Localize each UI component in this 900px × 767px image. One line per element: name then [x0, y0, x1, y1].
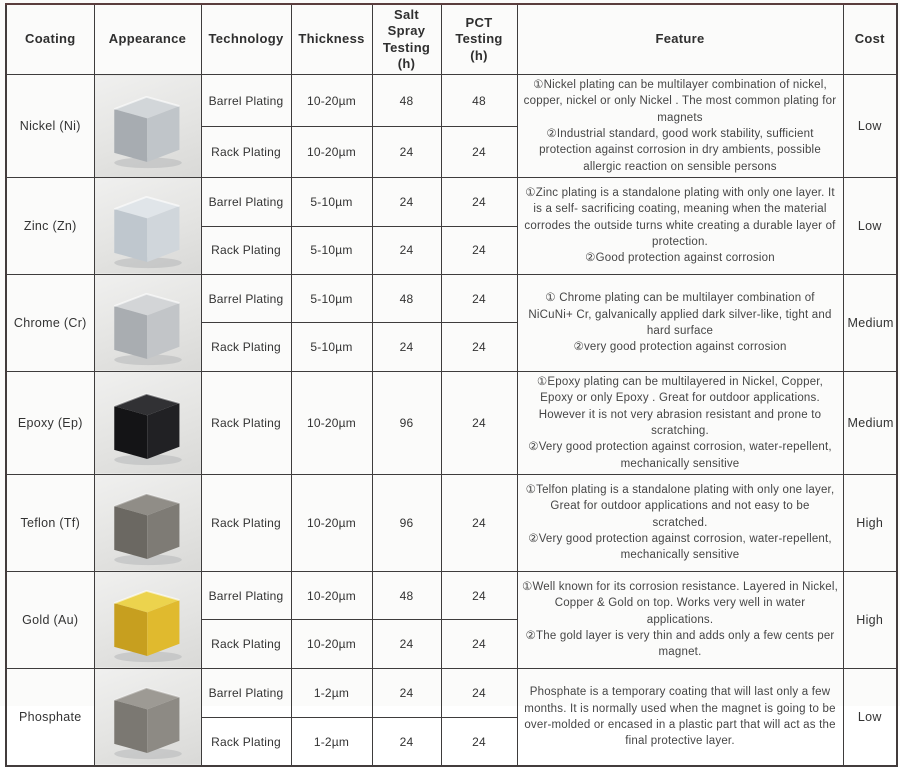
table-row — [6, 371, 897, 474]
row-group-epoxy — [6, 371, 897, 474]
feature-cell — [517, 474, 843, 571]
thickness-cell: 10-20µm — [291, 371, 372, 474]
header-salt-spray-testing: Salt Spray Testing (h) — [372, 4, 441, 75]
appearance-cell — [94, 571, 201, 668]
appearance-cell — [94, 371, 201, 474]
header-technology: Technology — [201, 4, 291, 75]
pct-value: 24 — [441, 177, 517, 226]
cost-cell: High — [843, 474, 897, 571]
pct-value: 24 — [441, 127, 517, 178]
pct-value: 24 — [441, 274, 517, 323]
salt-spray-value: 48 — [372, 274, 441, 323]
thickness-cell: 1-2µm — [291, 668, 372, 717]
feature-line: ①Well known for its corrosion resistance. Layered in Nickel, Copper & Gold on top. Works very well in water applications. — [521, 581, 839, 626]
cube-icon — [102, 180, 194, 272]
thickness-cell: 10-20µm — [291, 474, 372, 571]
row-group-chrome — [6, 274, 897, 371]
feature-cell — [517, 177, 843, 274]
appearance-cell — [94, 474, 201, 571]
coating-cell-epoxy: Epoxy (Ep) — [6, 371, 94, 474]
cube-icon — [102, 671, 194, 763]
thickness-cell: 1-2µm — [291, 718, 372, 766]
table-row — [6, 668, 897, 717]
appearance-cell — [94, 668, 201, 766]
salt-spray-value: 24 — [372, 227, 441, 275]
thickness-cell: 5-10µm — [291, 323, 372, 372]
coating-cell-chrome: Chrome (Cr) — [6, 274, 94, 371]
appearance-cell — [94, 274, 201, 371]
feature-line: ②Very good protection against corrosion, water-repellent, mechanically sensitive — [528, 533, 832, 562]
table-row — [6, 474, 897, 571]
pct-value: 24 — [441, 668, 517, 717]
thickness-cell: 10-20µm — [291, 620, 372, 669]
thickness-cell: 10-20µm — [291, 127, 372, 178]
cube-icon — [102, 477, 194, 569]
header-coating: Coating — [6, 4, 94, 75]
appearance-cell — [94, 75, 201, 178]
row-group-gold — [6, 571, 897, 668]
salt-spray-value: 48 — [372, 571, 441, 620]
technology-cell: Rack Plating — [201, 227, 291, 275]
salt-spray-value: 24 — [372, 620, 441, 669]
salt-spray-value: 24 — [372, 127, 441, 178]
cost-cell: Medium — [843, 274, 897, 371]
cost-cell: Low — [843, 668, 897, 766]
table-header — [6, 4, 897, 75]
salt-spray-value: 96 — [372, 474, 441, 571]
technology-cell: Barrel Plating — [201, 177, 291, 226]
header-cost: Cost — [843, 4, 897, 75]
coating-cell-phosphate: Phosphate — [6, 668, 94, 766]
feature-line: ① Chrome plating can be multilayer combination of NiCuNi+ Cr, galvanically applied dark silver-like, tight and hard surface — [528, 292, 832, 337]
pct-value: 24 — [441, 474, 517, 571]
cube-icon — [102, 574, 194, 666]
coating-cell-nickel: Nickel (Ni) — [6, 75, 94, 178]
coating-comparison-table — [5, 3, 898, 767]
feature-line: ②The gold layer is very thin and adds only a few cents per magnet. — [525, 630, 835, 659]
feature-line: ①Epoxy plating can be multilayered in Nickel, Copper, Epoxy or only Epoxy . Great for outdoor applications. However it is not very abrasion resistant and prone to scratching. — [536, 375, 824, 437]
table-row — [6, 75, 897, 127]
technology-cell: Rack Plating — [201, 371, 291, 474]
salt-spray-value: 24 — [372, 668, 441, 717]
thickness-cell: 5-10µm — [291, 274, 372, 323]
pct-value: 24 — [441, 227, 517, 275]
table-row — [6, 274, 897, 323]
feature-line: ①Nickel plating can be multilayer combination of nickel, copper, nickel or only Nickel . The most common plating for magnets — [523, 79, 837, 124]
thickness-cell: 5-10µm — [291, 227, 372, 275]
pct-value: 24 — [441, 718, 517, 766]
appearance-cell — [94, 177, 201, 274]
cost-cell: Low — [843, 177, 897, 274]
cost-cell: Medium — [843, 371, 897, 474]
feature-cell — [517, 75, 843, 178]
cube-icon — [102, 80, 194, 172]
salt-spray-value: 24 — [372, 323, 441, 372]
thickness-cell: 10-20µm — [291, 75, 372, 127]
row-group-nickel — [6, 75, 897, 178]
salt-spray-value: 96 — [372, 371, 441, 474]
technology-cell: Rack Plating — [201, 474, 291, 571]
feature-cell — [517, 274, 843, 371]
header-pct-testing: PCT Testing (h) — [441, 4, 517, 75]
technology-cell: Barrel Plating — [201, 571, 291, 620]
pct-value: 24 — [441, 371, 517, 474]
thickness-cell: 10-20µm — [291, 571, 372, 620]
salt-spray-value: 48 — [372, 75, 441, 127]
technology-cell: Rack Plating — [201, 620, 291, 669]
coating-cell-zinc: Zinc (Zn) — [6, 177, 94, 274]
feature-line: ②very good protection against corrosion — [573, 341, 787, 354]
row-group-zinc — [6, 177, 897, 274]
coating-cell-teflon: Teflon (Tf) — [6, 474, 94, 571]
row-group-phosphate — [6, 668, 897, 766]
feature-line: ①Telfon plating is a standalone plating with only one layer, Great for outdoor applications and not easy to be scratched. — [525, 484, 835, 529]
table-row — [6, 177, 897, 226]
header-appearance: Appearance — [94, 4, 201, 75]
pct-value: 48 — [441, 75, 517, 127]
technology-cell: Barrel Plating — [201, 668, 291, 717]
feature-cell — [517, 668, 843, 766]
cube-icon — [102, 377, 194, 469]
cost-cell: Low — [843, 75, 897, 178]
pct-value: 24 — [441, 323, 517, 372]
feature-line: Phosphate is a temporary coating that will last only a few months. It is normally used when the magnet is going to be over-molded or encased in a plastic part that will act as the final protective layer. — [524, 686, 836, 748]
technology-cell: Rack Plating — [201, 718, 291, 766]
cube-icon — [102, 277, 194, 369]
row-group-teflon — [6, 474, 897, 571]
pct-value: 24 — [441, 620, 517, 669]
salt-spray-value: 24 — [372, 177, 441, 226]
feature-cell — [517, 371, 843, 474]
pct-value: 24 — [441, 571, 517, 620]
technology-cell: Rack Plating — [201, 323, 291, 372]
salt-spray-value: 24 — [372, 718, 441, 766]
technology-cell: Barrel Plating — [201, 274, 291, 323]
feature-line: ②Industrial standard, good work stability, sufficient protection against corrosion in dry ambients, possible allergic reaction on sensible persons — [539, 127, 821, 173]
thickness-cell: 5-10µm — [291, 177, 372, 226]
header-thickness: Thickness — [291, 4, 372, 75]
cost-cell: High — [843, 571, 897, 668]
feature-line: ②Very good protection against corrosion, water-repellent, mechanically sensitive — [528, 441, 832, 470]
header-feature: Feature — [517, 4, 843, 75]
feature-line: ②Good protection against corrosion — [585, 252, 775, 265]
table-row — [6, 571, 897, 620]
technology-cell: Barrel Plating — [201, 75, 291, 127]
technology-cell: Rack Plating — [201, 127, 291, 178]
feature-line: ①Zinc plating is a standalone plating with only one layer. It is a self- sacrificing coating, meaning when the material corrodes the outside turns white creating a durable layer of protection. — [524, 187, 836, 249]
coating-cell-gold: Gold (Au) — [6, 571, 94, 668]
feature-cell — [517, 571, 843, 668]
